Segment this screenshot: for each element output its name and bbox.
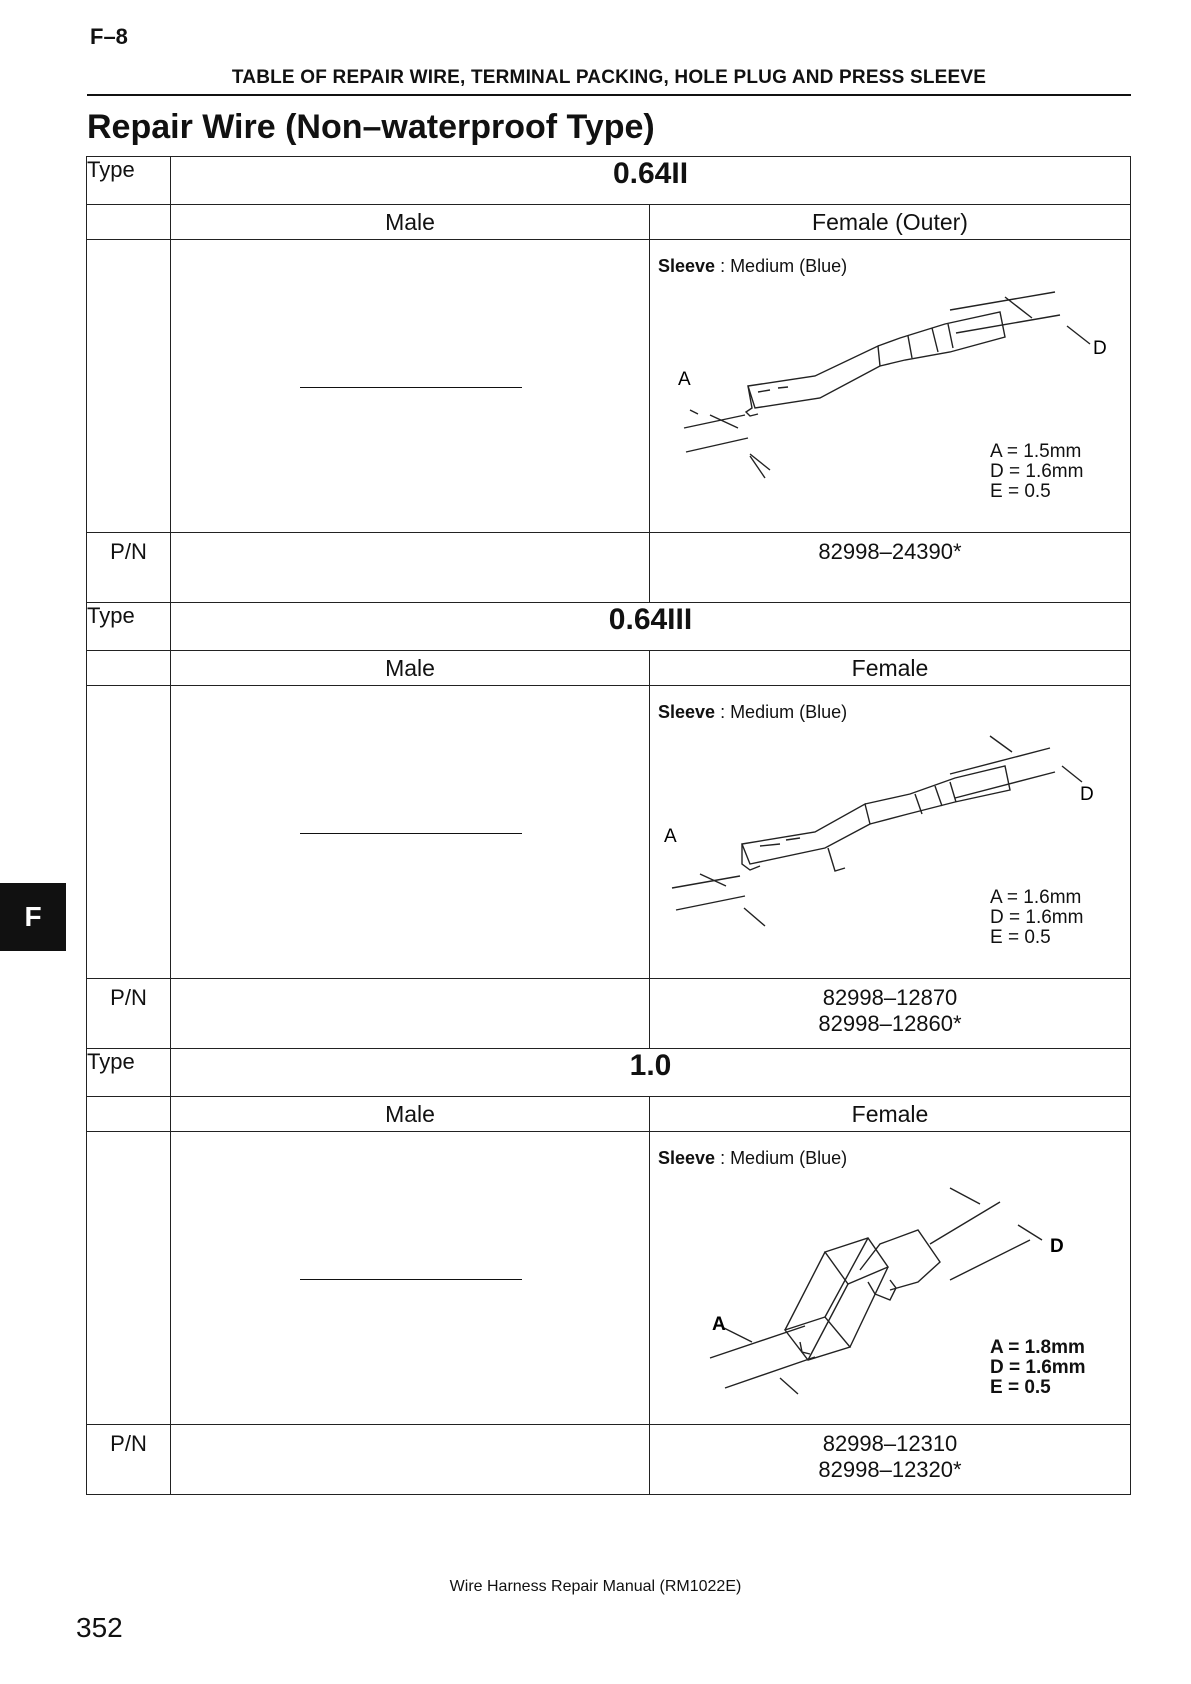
female-cell	[650, 686, 1131, 979]
female-cell	[650, 1132, 1131, 1425]
page-code: F–8	[90, 24, 128, 49]
male-header: Male	[171, 651, 650, 686]
female-header: Female	[650, 651, 1131, 686]
header-row	[87, 651, 1131, 686]
type-label: Type	[87, 1049, 171, 1097]
type-row	[87, 1049, 1131, 1097]
part-number-list: 82998–24390*	[650, 533, 1131, 603]
male-cell	[171, 240, 650, 533]
spec-list: A = 1.5mm D = 1.6mm E = 0.5	[990, 441, 1084, 502]
female-header: Female (Outer)	[650, 205, 1131, 240]
pn-label: P/N	[87, 979, 171, 1049]
female-header: Female	[650, 1097, 1131, 1132]
dim-a-label: A	[664, 826, 677, 847]
pn-row	[87, 979, 1131, 1049]
part-number-list: 82998–12870 82998–12860*	[650, 979, 1131, 1049]
type-row	[87, 603, 1131, 651]
page-title: Repair Wire (Non–waterproof Type)	[87, 108, 655, 146]
repair-wire-table	[86, 156, 1131, 1495]
not-applicable-dash	[300, 833, 522, 834]
dim-d-label: D	[1080, 784, 1094, 805]
not-applicable-dash	[300, 1279, 522, 1280]
type-value: 0.64II	[171, 157, 1131, 205]
pn-label: P/N	[87, 1425, 171, 1495]
not-applicable-dash	[300, 387, 522, 388]
male-header: Male	[171, 1097, 650, 1132]
part-number-list: 82998–12310 82998–12320*	[650, 1425, 1131, 1495]
pn-row	[87, 1425, 1131, 1495]
male-cell	[171, 686, 650, 979]
type-value: 0.64III	[171, 603, 1131, 651]
section-title: TABLE OF REPAIR WIRE, TERMINAL PACKING, HOLE PLUG AND PRESS SLEEVE	[231, 67, 987, 88]
dim-d-label: D	[1093, 338, 1107, 359]
female-cell	[650, 240, 1131, 533]
dim-a-label: A	[678, 369, 691, 390]
sleeve-note: Sleeve : Medium (Blue)	[658, 256, 848, 276]
sleeve-note: Sleeve : Medium (Blue)	[658, 1148, 848, 1168]
type-row	[87, 157, 1131, 205]
type-label: Type	[87, 157, 171, 205]
page-number: 352	[76, 1612, 123, 1643]
header-rule	[87, 94, 1131, 96]
image-row	[87, 686, 1131, 979]
spec-list: A = 1.8mm D = 1.6mm E = 0.5	[990, 1337, 1086, 1398]
header-row	[87, 1097, 1131, 1132]
male-header: Male	[171, 205, 650, 240]
header-row	[87, 205, 1131, 240]
pn-row	[87, 533, 1131, 603]
image-row	[87, 1132, 1131, 1425]
sleeve-note: Sleeve : Medium (Blue)	[658, 702, 848, 722]
spec-list: A = 1.6mm D = 1.6mm E = 0.5	[990, 887, 1084, 948]
image-row	[87, 240, 1131, 533]
section-tab: F	[0, 883, 66, 951]
male-cell	[171, 1132, 650, 1425]
type-label: Type	[87, 603, 171, 651]
dim-d-label: D	[1050, 1236, 1064, 1257]
type-value: 1.0	[171, 1049, 1131, 1097]
footer-manual-title: Wire Harness Repair Manual (RM1022E)	[449, 1578, 742, 1595]
dim-a-label: A	[712, 1314, 726, 1335]
pn-label: P/N	[87, 533, 171, 603]
